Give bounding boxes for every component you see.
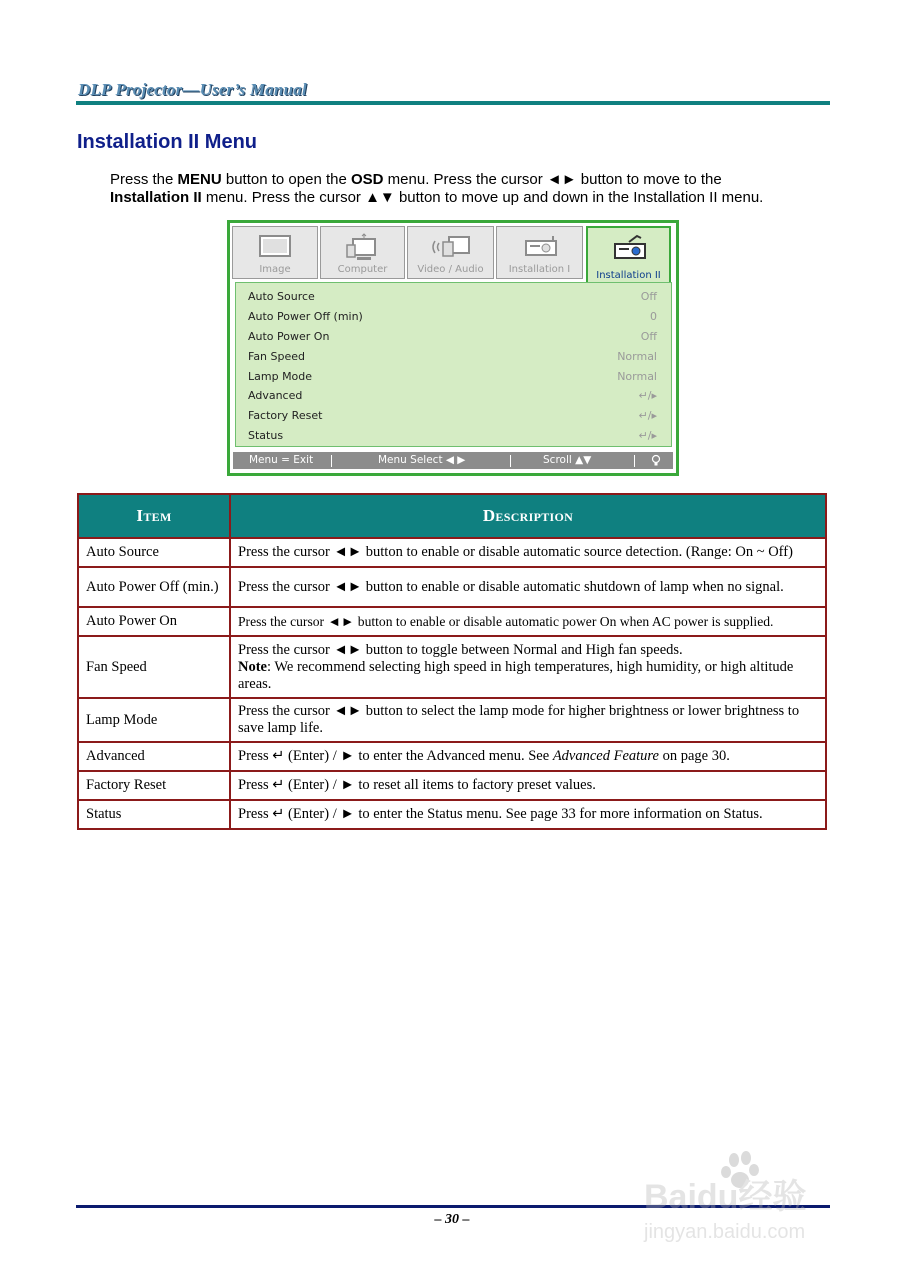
intro-paragraph: Press the MENU button to open the OSD menu. Press the cursor ◄► button to move to the Installation II menu. Press the cursor ▲▼ button to move up and down in the Installation II menu. — [110, 171, 764, 206]
header-rule — [76, 101, 830, 105]
osd-item-factory-reset[interactable]: Factory Reset ↵/▸ — [248, 409, 657, 422]
tab-installation-ii[interactable]: Installation II — [586, 226, 671, 284]
page-number: – 30 – — [434, 1212, 470, 1227]
lamp-icon — [651, 454, 661, 467]
tab-image[interactable]: Image — [232, 226, 318, 279]
table-row: Advanced Press ↵ (Enter) / ► to enter the Advanced menu. See Advanced Feature on page 30. — [78, 742, 826, 771]
svg-text:Baidu经验: Baidu经验 — [644, 1178, 807, 1216]
table-row: Fan Speed Press the cursor ◄► button to toggle between Normal and High fan speeds. Note: We recommend selecting high speed in high temperatures, high humidity, or high altitude areas. — [78, 636, 826, 698]
osd-item-lamp-mode[interactable]: Lamp Mode Normal — [248, 370, 657, 383]
table-row: Auto Power On Press the cursor ◄► button to enable or disable automatic power On when AC power is supplied. — [78, 607, 826, 636]
osd-menu-list — [235, 282, 672, 447]
table-row: Factory Reset Press ↵ (Enter) / ► to reset all items to factory preset values. — [78, 771, 826, 800]
osd-screenshot — [227, 220, 679, 476]
osd-hint-bar — [233, 452, 673, 469]
osd-item-auto-power-on[interactable]: Auto Power On Off — [248, 330, 657, 343]
table-row: Auto Power Off (min.) Press the cursor ◄► button to enable or disable automatic shutdown of lamp when no signal. — [78, 567, 826, 607]
column-header-item: Item — [78, 494, 230, 538]
tab-video-audio[interactable]: Video / Audio — [407, 226, 494, 279]
osd-item-auto-source[interactable]: Auto Source Off — [248, 290, 657, 303]
table-row: Status Press ↵ (Enter) / ► to enter the Status menu. See page 33 for more information on Status. — [78, 800, 826, 829]
installation-i-icon — [518, 233, 562, 261]
osd-item-status[interactable]: Status ↵/▸ — [248, 429, 657, 442]
hint-menu-exit: Menu = Exit — [249, 454, 314, 466]
table-row: Auto Source Press the cursor ◄► button to enable or disable automatic source detection. (Range: On ~ Off) — [78, 538, 826, 567]
page-title: Installation II Menu — [77, 131, 258, 153]
osd-item-auto-power-off[interactable]: Auto Power Off (min) 0 — [248, 310, 657, 323]
osd-keyword: OSD — [350, 171, 384, 188]
computer-icon — [343, 233, 383, 263]
item-description-table — [77, 493, 827, 830]
video-audio-icon — [429, 233, 473, 261]
hint-scroll: Scroll ▲▼ — [543, 454, 592, 466]
table-row: Lamp Mode Press the cursor ◄► button to select the lamp mode for higher brightness or lower brightness to save lamp life. — [78, 698, 826, 742]
osd-item-fan-speed[interactable]: Fan Speed Normal — [248, 350, 657, 363]
osd-item-advanced[interactable]: Advanced ↵/▸ — [248, 389, 657, 402]
tab-installation-i[interactable]: Installation I — [496, 226, 583, 279]
manual-header-title: DLP Projector—User’s Manual — [78, 80, 307, 99]
installation-ii-icon — [607, 234, 651, 264]
hint-menu-select: Menu Select ◀ ▶ — [378, 454, 466, 466]
svg-text:jingyan.baidu.com: jingyan.baidu.com — [644, 1221, 806, 1243]
installation-ii-keyword: Installation II — [110, 189, 202, 206]
baidu-watermark — [640, 1150, 850, 1245]
image-icon — [257, 233, 293, 261]
column-header-description: Description — [230, 494, 826, 538]
tab-computer[interactable]: Computer — [320, 226, 405, 279]
menu-keyword: MENU — [177, 171, 222, 188]
